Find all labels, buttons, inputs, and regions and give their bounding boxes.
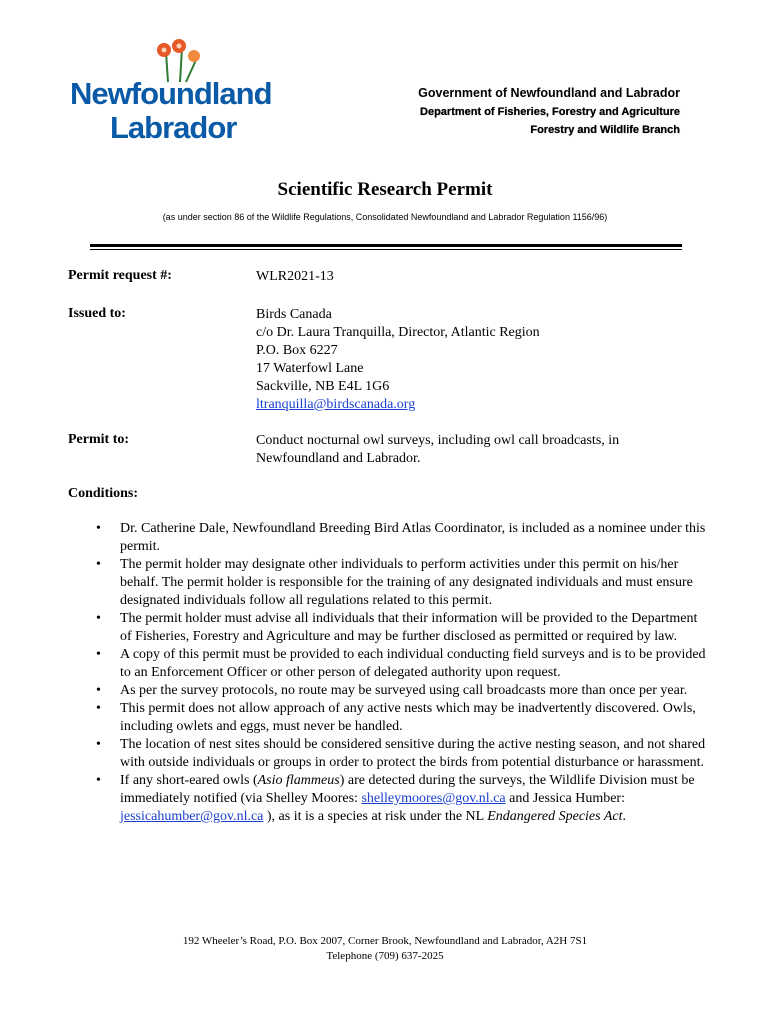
issued-to-line: Sackville, NB E4L 1G6 bbox=[256, 379, 390, 394]
issued-to-email-link[interactable]: ltranquilla@birdscanada.org bbox=[256, 397, 416, 412]
jessica-email-link[interactable]: jessicahumber@gov.nl.ca bbox=[120, 809, 264, 824]
bullet-icon: • bbox=[96, 557, 101, 572]
condition-item bbox=[68, 520, 708, 556]
condition-item bbox=[68, 646, 708, 682]
footer-phone: Telephone (709) 637-2025 bbox=[326, 950, 444, 962]
issued-to-address bbox=[256, 306, 540, 414]
condition-text: A copy of this permit must be provided to each individual conducting field surveys and is to be provided to an Enforcement Officer or other person of delegated authority upon request. bbox=[120, 647, 706, 680]
bullet-icon: • bbox=[96, 521, 101, 536]
page-title: Scientific Research Permit bbox=[277, 179, 493, 200]
condition-item bbox=[68, 610, 708, 646]
conditions-title: Conditions: bbox=[68, 486, 139, 501]
condition-item bbox=[68, 556, 708, 610]
bullet-icon: • bbox=[96, 737, 101, 752]
condition-item bbox=[68, 736, 708, 772]
condition-text-part: . bbox=[622, 809, 626, 824]
bullet-icon: • bbox=[96, 773, 101, 788]
logo-word-newfoundland: Newfoundland bbox=[70, 76, 272, 111]
condition-item bbox=[68, 682, 708, 700]
header-divider-thin bbox=[90, 249, 682, 250]
header-divider bbox=[90, 244, 682, 247]
permit-request-value: WLR2021-13 bbox=[256, 269, 334, 284]
condition-text-part: ) are detected during the surveys, the Wildlife Division must be immediately notified (via Shelley Moores: bbox=[120, 773, 695, 806]
condition-text: Dr. Catherine Dale, Newfoundland Breeding Bird Atlas Coordinator, is included as a nominee under this permit. bbox=[120, 521, 706, 554]
logo-word-labrador: Labrador bbox=[110, 110, 237, 145]
issued-to-line: Birds Canada bbox=[256, 307, 332, 322]
issued-to-line: c/o Dr. Laura Tranquilla, Director, Atlantic Region bbox=[256, 325, 540, 340]
page-subtitle: (as under section 86 of the Wildlife Regulations, Consolidated Newfoundland and Labrador Regulation 1156/96) bbox=[162, 212, 608, 222]
footer-address: 192 Wheeler’s Road, P.O. Box 2007, Corner Brook, Newfoundland and Labrador, A2H 7S1 bbox=[182, 935, 588, 947]
permit-request-label: Permit request #: bbox=[68, 268, 172, 283]
page-footer bbox=[0, 934, 770, 964]
bullet-icon: • bbox=[96, 647, 101, 662]
issued-to-line: 17 Waterfowl Lane bbox=[256, 361, 364, 376]
condition-text-part: ), as it is a species at risk under the NL bbox=[263, 809, 488, 824]
permit-to-value: Conduct nocturnal owl surveys, including owl call broadcasts, in Newfoundland and Labrador. bbox=[256, 433, 620, 466]
issued-to-label: Issued to: bbox=[68, 306, 126, 321]
condition-item bbox=[68, 700, 708, 736]
nl-logo bbox=[68, 38, 278, 148]
permit-to-label: Permit to: bbox=[68, 432, 130, 447]
species-name: Asio flammeus bbox=[257, 773, 340, 788]
conditions-list bbox=[68, 520, 708, 826]
condition-item bbox=[68, 772, 708, 826]
condition-text-part: If any short-eared owls ( bbox=[120, 773, 258, 788]
condition-text: The permit holder may designate other individuals to perform activities under this permit on his/her behalf. The permit holder is responsible for the training of any designated individuals and must ensure designated individuals follow all regulations related to this permit. bbox=[120, 557, 693, 608]
condition-text: The permit holder must advise all individuals that their information will be provided to the Department of Fisheries, Forestry and Agriculture and may be further disclosed as permitted or required by law. bbox=[120, 611, 698, 644]
condition-text: This permit does not allow approach of any active nests which may be inadvertently discovered. Owls, including owlets and eggs, must never be handled. bbox=[120, 701, 696, 734]
condition-text: The location of nest sites should be considered sensitive during the active nesting season, and not shared with outside individuals or groups in order to protect the birds from potential disturbance or harassment. bbox=[120, 737, 706, 770]
bullet-icon: • bbox=[96, 683, 101, 698]
header-block bbox=[418, 86, 680, 136]
bullet-icon: • bbox=[96, 701, 101, 716]
bullet-icon: • bbox=[96, 611, 101, 626]
department-name: Department of Fisheries, Forestry and Agriculture bbox=[420, 106, 680, 118]
issued-to-line: P.O. Box 6227 bbox=[256, 343, 338, 358]
shelley-email-link[interactable]: shelleymoores@gov.nl.ca bbox=[361, 791, 506, 806]
branch-name: Forestry and Wildlife Branch bbox=[530, 124, 680, 136]
condition-text-part: and Jessica Humber: bbox=[505, 791, 625, 806]
act-name: Endangered Species Act bbox=[487, 809, 623, 824]
government-name: Government of Newfoundland and Labrador bbox=[418, 86, 680, 100]
condition-text: As per the survey protocols, no route may be surveyed using call broadcasts more than once per year. bbox=[120, 683, 688, 698]
